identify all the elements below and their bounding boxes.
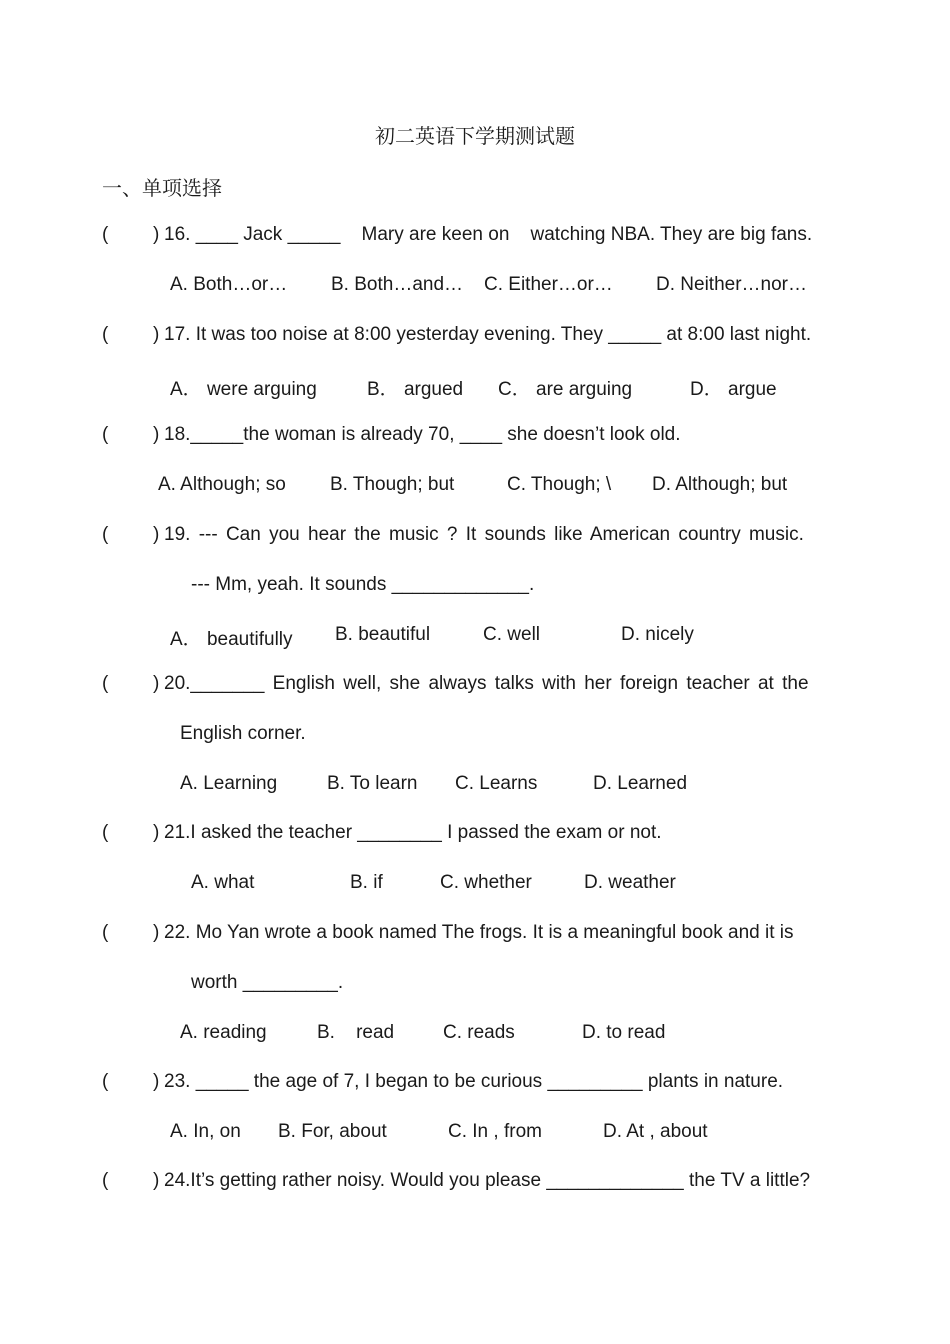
question-20-option-b: B. To learn <box>327 773 418 794</box>
question-23-stem: 23. _____ the age of 7, I began to be curious _________ plants in nature. <box>164 1071 784 1092</box>
question-21-stem: 21.I asked the teacher ________ I passed the exam or not. <box>164 822 662 843</box>
question-21-option-b: B. if <box>350 872 383 893</box>
answer-paren-close: ) <box>153 1170 160 1191</box>
answer-paren-close: ) <box>153 424 160 445</box>
question-20-stem-line2: English corner. <box>180 723 306 744</box>
question-17-option-c: C． are arguing <box>498 379 633 400</box>
question-16-option-a: A. Both…or… <box>170 274 288 295</box>
question-19-option-d: D. nicely <box>621 624 694 645</box>
answer-paren-close: ) <box>153 524 160 545</box>
question-23-option-c: C. In , from <box>448 1121 542 1142</box>
question-21-option-d: D. weather <box>584 872 676 893</box>
answer-paren-open: ( <box>102 1071 109 1092</box>
question-20-option-a: A. Learning <box>180 773 278 794</box>
question-22-option-a: A. reading <box>180 1022 267 1043</box>
answer-paren-open: ( <box>102 673 109 694</box>
answer-paren-open: ( <box>102 922 109 943</box>
question-19-stem-line2: --- Mm, yeah. It sounds _____________. <box>191 574 535 595</box>
question-22-option-b: B. read <box>317 1022 395 1043</box>
answer-paren-open: ( <box>102 424 109 445</box>
question-23-option-d: D. At , about <box>603 1121 708 1142</box>
answer-paren-open: ( <box>102 822 109 843</box>
question-18-stem: 18._____the woman is already 70, ____ she doesn’t look old. <box>164 424 681 445</box>
question-21-option-a: A. what <box>191 872 255 893</box>
question-23-option-a: A. In, on <box>170 1121 241 1142</box>
question-18-option-b: B. Though; but <box>330 474 455 495</box>
answer-paren-close: ) <box>153 224 160 245</box>
question-17-stem: 17. It was too noise at 8:00 yesterday evening. They _____ at 8:00 last night. <box>164 324 812 345</box>
question-16-stem: 16. ____ Jack _____ Mary are keen on watching NBA. They are big fans. <box>164 224 813 245</box>
question-16-option-c: C. Either…or… <box>484 274 613 295</box>
question-22-stem-line2: worth _________. <box>191 972 344 993</box>
question-18-option-d: D. Although; but <box>652 474 788 495</box>
answer-paren-open: ( <box>102 1170 109 1191</box>
question-21-option-c: C. whether <box>440 872 532 893</box>
question-16-option-d: D. Neither…nor… <box>656 274 807 295</box>
answer-paren-close: ) <box>153 922 160 943</box>
answer-paren-open: ( <box>102 224 109 245</box>
answer-paren-close: ) <box>153 1071 160 1092</box>
question-18-option-c: C. Though; \ <box>507 474 612 495</box>
answer-paren-close: ) <box>153 673 160 694</box>
page-title: 初二英语下学期测试题 <box>375 124 575 148</box>
answer-paren-close: ) <box>153 822 160 843</box>
question-20-option-c: C. Learns <box>455 773 538 794</box>
question-20-stem: 20._______ English well, she always talks with her foreign teacher at the <box>164 673 809 694</box>
question-17-option-d: D． argue <box>690 379 777 400</box>
answer-paren-open: ( <box>102 524 109 545</box>
question-16-option-b: B. Both…and… <box>331 274 464 295</box>
question-23-option-b: B. For, about <box>278 1121 387 1142</box>
question-17-option-b: B． argued <box>367 379 464 400</box>
question-24-stem: 24.It’s getting rather noisy. Would you please _____________ the TV a little? <box>164 1170 811 1191</box>
section-heading: 一、单项选择 <box>102 176 222 200</box>
question-22-option-c: C. reads <box>443 1022 515 1043</box>
question-22-option-d: D. to read <box>582 1022 666 1043</box>
question-22-stem: 22. Mo Yan wrote a book named The frogs. It is a meaningful book and it is <box>164 922 794 943</box>
question-19-stem: 19. --- Can you hear the music ? It sounds like American country music. <box>164 524 804 545</box>
question-18-option-a: A. Although; so <box>158 474 286 495</box>
question-20-option-d: D. Learned <box>593 773 688 794</box>
question-17-option-a: A． were arguing <box>170 379 317 400</box>
question-19-option-b: B. beautiful <box>335 624 431 645</box>
question-19-option-c: C. well <box>483 624 541 645</box>
question-19-option-a: A． beautifully <box>170 629 293 650</box>
answer-paren-close: ) <box>153 324 160 345</box>
answer-paren-open: ( <box>102 324 109 345</box>
